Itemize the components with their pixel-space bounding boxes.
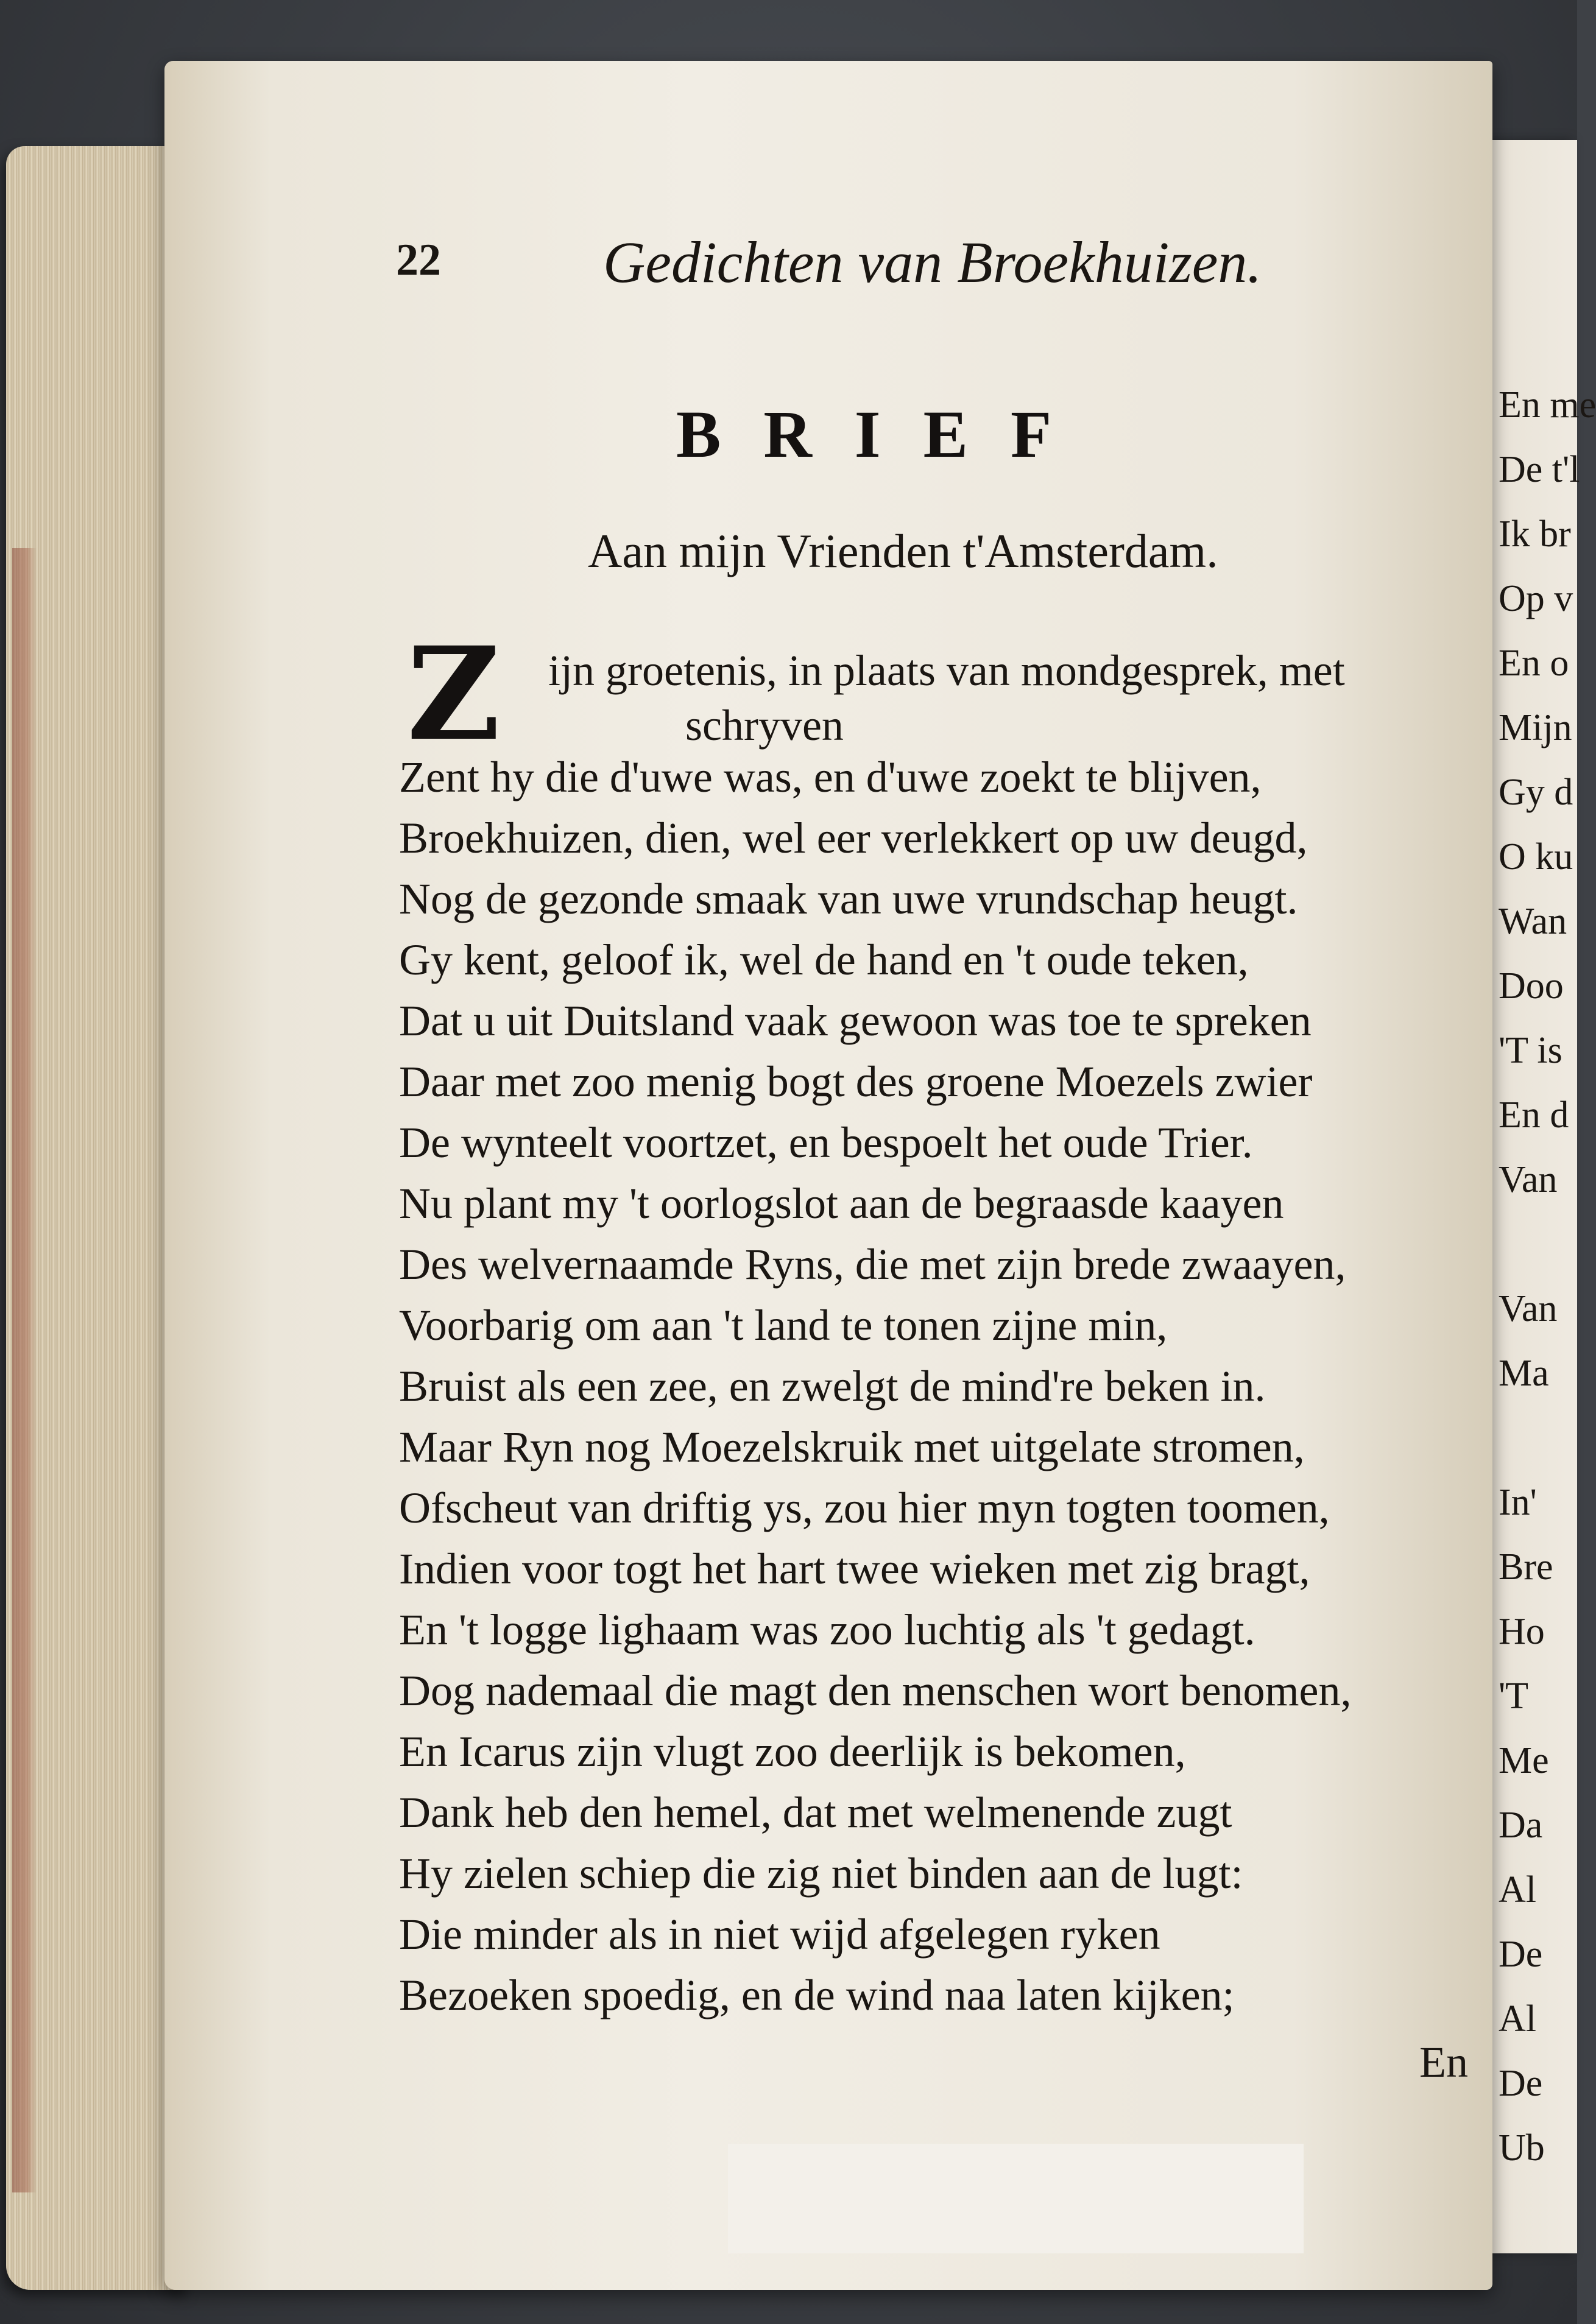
facing-page-line: Wan: [1499, 901, 1567, 942]
facing-page-line: Gy d: [1499, 772, 1573, 813]
facing-page-line: Doo: [1499, 965, 1564, 1007]
catchword: En: [1419, 2038, 1468, 2086]
verse-line: Indien voor togt het hart twee wieken met zig bragt,: [399, 1544, 1310, 1593]
verse-line-first-continuation: schryven: [685, 701, 844, 750]
book-edge-stain: [12, 548, 37, 2192]
facing-page-line: Ub: [1499, 2127, 1545, 2169]
facing-page-line: Da: [1499, 1805, 1543, 1846]
facing-page-line: En o: [1499, 643, 1569, 684]
facing-page-line: Mijn: [1499, 707, 1572, 748]
facing-page-line: Van: [1499, 1288, 1558, 1329]
verse-line: Ofscheut van driftig ys, zou hier myn togten toomen,: [399, 1484, 1330, 1532]
running-head-title: Gedichten van Broekhuizen.: [603, 230, 1262, 295]
facing-page-line: Me: [1499, 1740, 1549, 1781]
facing-page-line: Al: [1499, 1998, 1536, 2040]
poem-title: BRIEF: [676, 397, 1095, 471]
verse-line: En 't logge lighaam was zoo luchtig als 't gedagt.: [399, 1605, 1255, 1654]
facing-page-line: In': [1499, 1482, 1537, 1523]
facing-page-line: Ik br: [1499, 513, 1571, 555]
verse-line: Broekhuizen, dien, wel eer verlekkert op uw deugd,: [399, 814, 1308, 862]
facing-page-line: 'T is: [1499, 1030, 1562, 1071]
facing-page-line: O ku: [1499, 836, 1573, 878]
verse-line: Dat u uit Duitsland vaak gewoon was toe te spreken: [399, 996, 1312, 1045]
verse-line: Daar met zoo menig bogt des groene Moezels zwier: [399, 1057, 1313, 1106]
facing-page-line: En d: [1499, 1094, 1569, 1136]
drop-cap: Z: [407, 619, 501, 769]
verse-line: Gy kent, geloof ik, wel de hand en 't oude teken,: [399, 935, 1249, 984]
verse-line: Nog de gezonde smaak van uwe vrundschap heugt.: [399, 875, 1298, 923]
verse-line: Dog nademaal die magt den menschen wort benomen,: [399, 1666, 1352, 1715]
verse-line: Dank heb den hemel, dat met welmenende zugt: [399, 1788, 1232, 1837]
verse-line-first: ijn groetenis, in plaats van mondgesprek, met: [548, 646, 1345, 695]
verse-line: Hy zielen schiep die zig niet binden aan de lugt:: [399, 1849, 1243, 1898]
facing-page-line: De: [1499, 2063, 1543, 2104]
facing-page-line: Van: [1499, 1159, 1558, 1200]
verse-line: Die minder als in niet wijd afgelegen ryken: [399, 1910, 1160, 1959]
verse-line: En Icarus zijn vlugt zoo deerlijk is bekomen,: [399, 1727, 1186, 1776]
verse-line: Des welvernaamde Ryns, die met zijn brede zwaayen,: [399, 1240, 1346, 1289]
verse-line: Bruist als een zee, en zwelgt de mind're beken in.: [399, 1362, 1266, 1410]
facing-page-line: Ho: [1499, 1611, 1545, 1652]
verse-line: Voorbarig om aan 't land te tonen zijne min,: [399, 1301, 1168, 1350]
blank-label-patch: [728, 2144, 1304, 2253]
facing-page-line: De t'l: [1499, 449, 1580, 490]
facing-page-line: Ma: [1499, 1353, 1549, 1394]
verse-line: Zent hy die d'uwe was, en d'uwe zoekt te blijven,: [399, 753, 1262, 801]
facing-page-line: Op v: [1499, 578, 1573, 619]
facing-page-line: Bre: [1499, 1546, 1553, 1588]
poem-subtitle: Aan mijn Vrienden t'Amsterdam.: [588, 524, 1218, 577]
verse-line: De wynteelt voortzet, en bespoelt het oude Trier.: [399, 1118, 1253, 1167]
page-number: 22: [396, 235, 441, 285]
verse-line: Maar Ryn nog Moezelskruik met uitgelate stromen,: [399, 1423, 1305, 1471]
verse-line: Nu plant my 't oorlogslot aan de begraasde kaayen: [399, 1179, 1284, 1228]
verse-line: Bezoeken spoedig, en de wind naa laten kijken;: [399, 1971, 1235, 2019]
facing-page-line: De: [1499, 1934, 1543, 1975]
facing-page-line: En me: [1499, 384, 1596, 426]
facing-page-line: Al: [1499, 1869, 1536, 1910]
facing-page-line: 'T: [1499, 1675, 1529, 1717]
